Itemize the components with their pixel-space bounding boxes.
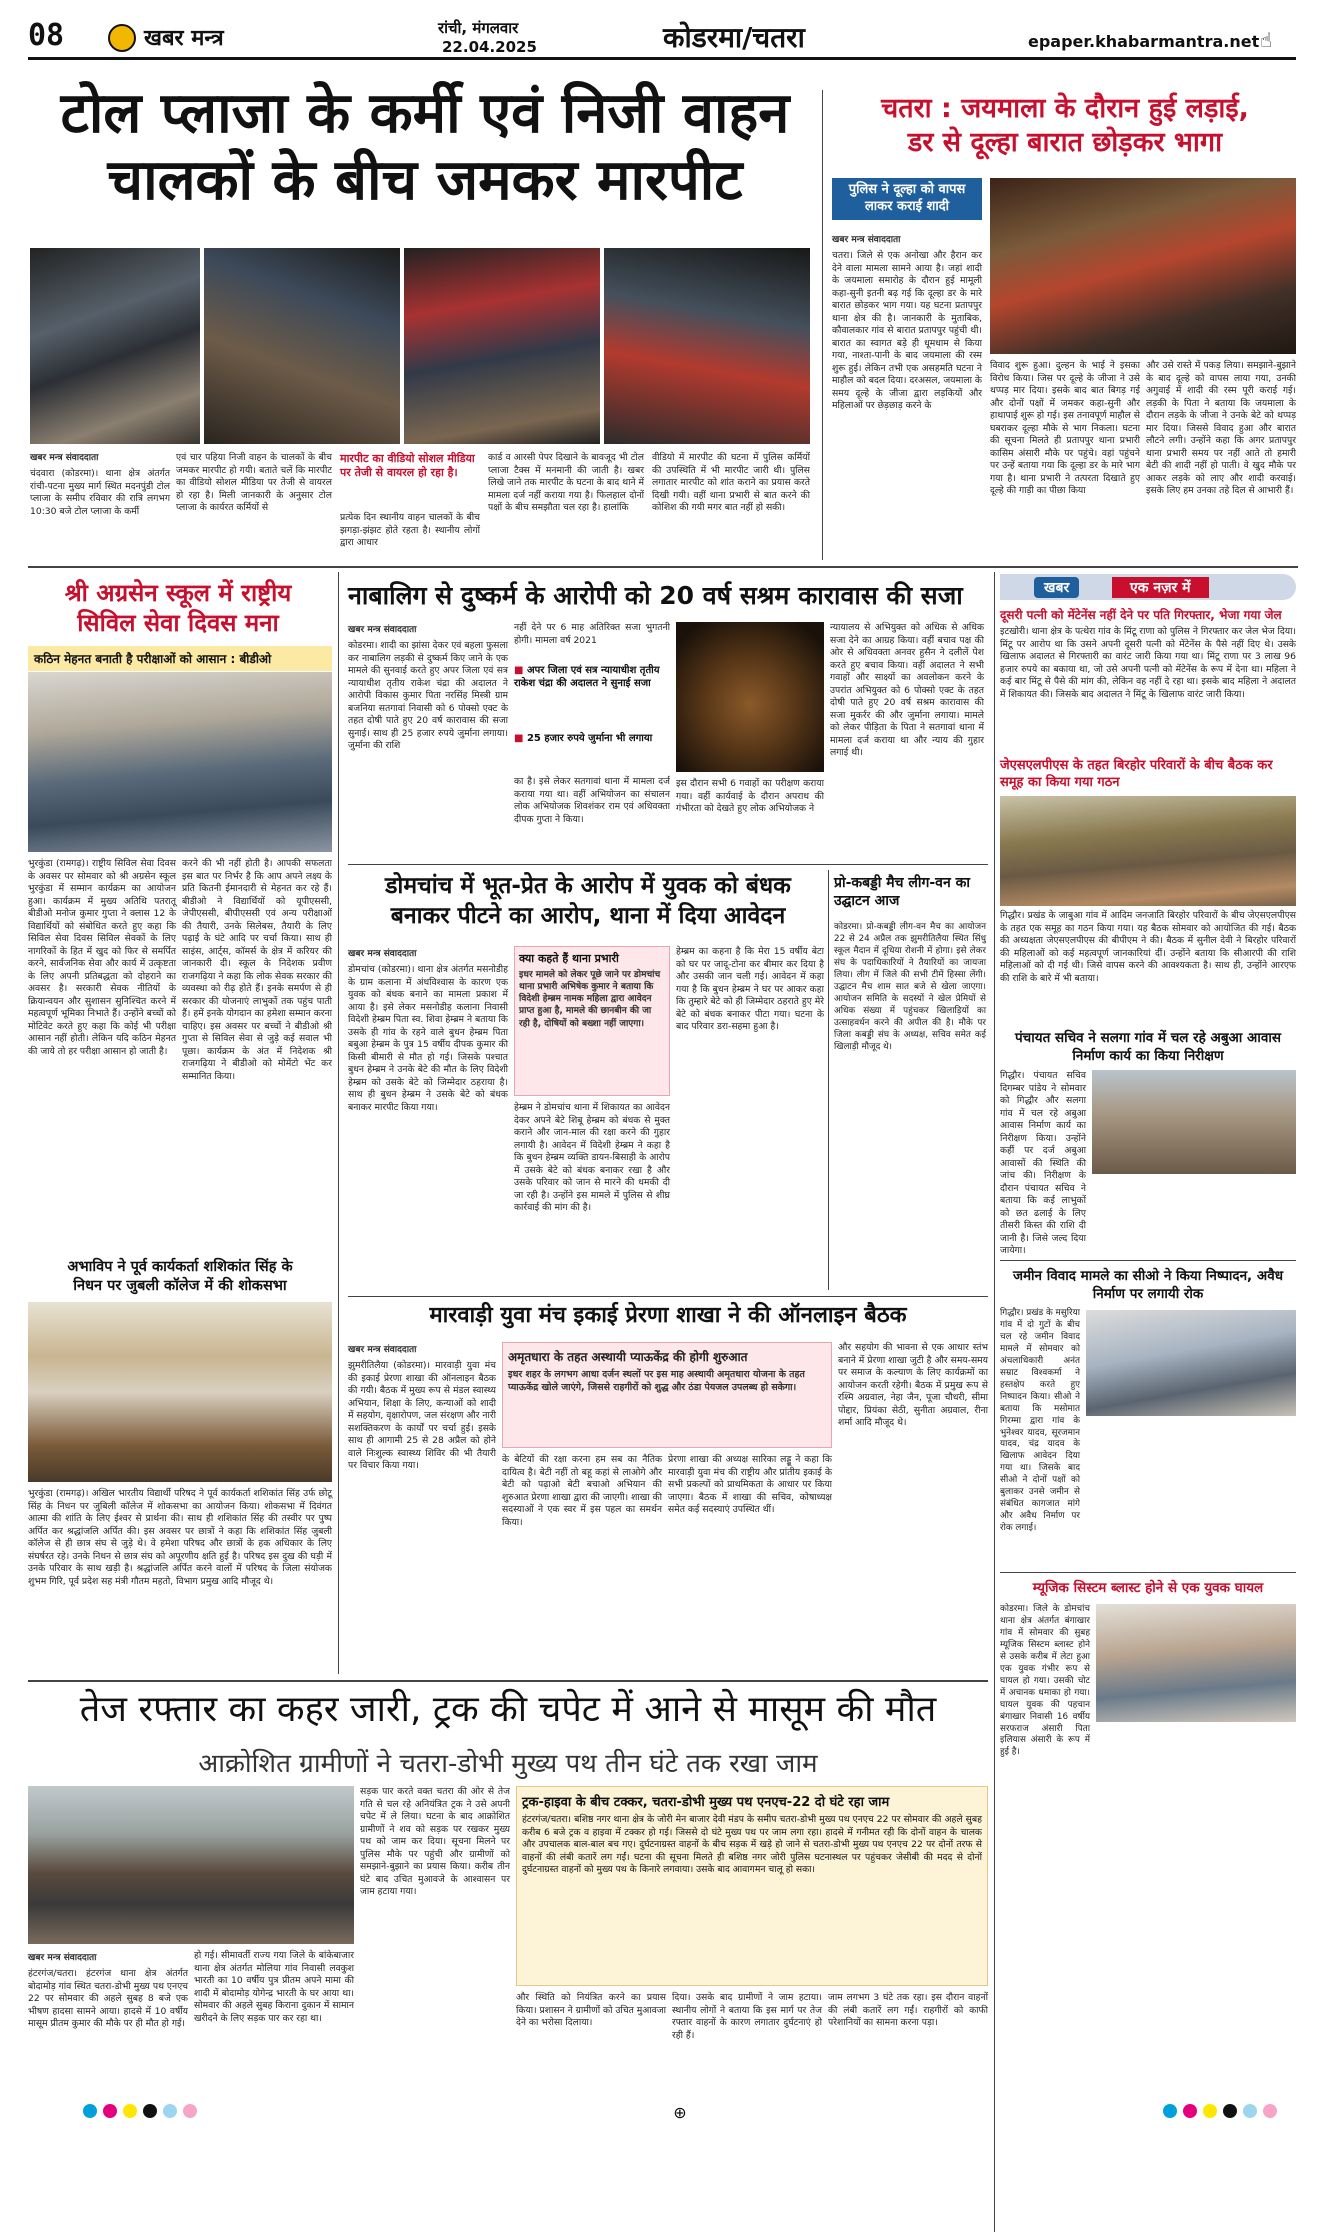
bullet-icon: ■ bbox=[514, 733, 527, 744]
kabaddi-text bbox=[834, 922, 986, 1290]
color-dots-left bbox=[80, 2103, 200, 2122]
page-number: 08 bbox=[28, 18, 65, 53]
lead-byline: खबर मन्त्र संवाददाता bbox=[30, 453, 99, 463]
agrasen-para-2: करने की भी नहीं होती है। आपकी सफलता इस बात पर निर्भर है कि आप अपने लक्ष्य के प्रति कितनी ईमानदारी से मेहनत कर रहे हैं। बीडीओ ने विद्यार्थियों को यूपीएससी, जेपीएससी, बीपीएससी एवं अन्य परीक्षाओं की तैयारी, उनके सिलेबस, तैयारी के लिए पढ़ाई के घंटे आदि पर चर्चा किया। साथ ही साइंस, आर्ट्स, कॉमर्स के क्षेत्र में करियर की जानकारी दी। स्कूल के निदेशक प्रवीण राजगढ़िया ने कहा कि लोक सेवक सरकार की व्यवस्था को रीढ़ होते हैं। इनके समर्पण से ही सरकार की योजनाएं लाभुकों तक पहुंच पाती हैं। हमें इनके योगदान का हमेशा सम्मान करना चाहिए। इस अवसर पर बच्चों ने बीडीओ श्री गुप्ता से सिविल सेवा से जुड़े कई सवाल भी पूछा। कार्यक्रम के अंत में निदेशक श्री राजगढ़िया ने बीडीओ को मोमेंटो भेंट कर सम्मानित किया। bbox=[182, 858, 332, 1082]
pocso-text-col-1 bbox=[348, 640, 508, 858]
cursor-icon: ☝ bbox=[1260, 28, 1273, 52]
pocso-text-col-4 bbox=[676, 778, 824, 858]
domchanch-text-col-2 bbox=[514, 1102, 670, 1290]
divider bbox=[1000, 1260, 1296, 1261]
domchanch-box bbox=[514, 946, 670, 1096]
nazar-headline-4: जमीन विवाद मामले का सीओ ने किया निष्पादन, अवैध निर्माण पर लगायी रोक bbox=[1012, 1268, 1284, 1302]
domchanch-headline-line-1: डोमचांच में भूत-प्रेत के आरोप में युवक को बंधक bbox=[385, 873, 791, 899]
divider bbox=[1000, 1572, 1296, 1573]
pocso-para-3: का है। इसे लेकर सतगावां थाना में मामला दर्ज कराया गया था। वहीं अभियोजन का संचालन लोक अभियोजक शिवशंकर राम एवं अधिवक्ता दीपक गुप्ता ने किया। bbox=[514, 776, 670, 825]
accident-text-col-3 bbox=[360, 1786, 510, 2100]
lead-text-col-4 bbox=[488, 452, 644, 558]
marwari-text-col-1 bbox=[348, 1360, 496, 1668]
land-dispute-photo bbox=[1086, 1310, 1296, 1416]
city-day: रांची, मंगलवार bbox=[438, 19, 519, 37]
marwari-text-col-2 bbox=[502, 1454, 662, 1668]
domchanch-para-3: हेम्ब्रम का कहना है कि मेरा 15 वर्षीय बेटा को घर पर जादू-टोना कर बीमार कर दिया है और उसकी जान चली गई। आवेदन में कहा गया है कि बुधन हेम्ब्रम ने घर पर आकर कहा कि तुम्हारे बेटे को ही जिम्मेदार ठहराते हुए मेरे बेटे को बंधक बनाकर पीटा गया। घटना के बाद परिवार डरा-सहमा हुआ है। bbox=[676, 946, 824, 1033]
pocso-bullet-1-text: अपर जिला एवं सत्र न्यायाधीश तृतीय राकेश चंद्रा की अदालत ने सुनाई सजा bbox=[514, 665, 660, 689]
chatra-para-2: विवाद शुरू हुआ। दुल्हन के भाई ने इसका विरोध किया। जिस पर दूल्हे के जीजा ने उसे थप्पड़ मार दिया। इसके बाद बात बिगड़ गई और दोनों पक्षों में जमकर कहा-सुनी और हाथापाई शुरू हो गई। इस तनावपूर्ण माहौल से घबराकर दूल्हा मौके से भाग निकला। घटना की सूचना मिलते ही प्रतापपुर थाना प्रभारी कासिम अंसारी मौके पर पहुंचे। वहां पहुंचने पर उन्हें बताया गया कि दूल्हा डर के मारे भाग गया है। थाना प्रभारी ने तत्परता दिखाते हुए दूल्हे की गाड़ी का पीछा किया bbox=[990, 360, 1140, 497]
kabaddi-headline: प्रो-कबड्डी मैच लीग-वन का उद्घाटन आज bbox=[834, 875, 970, 910]
abvp-para: भुरकुंडा (रामगढ़)। अखिल भारतीय विद्यार्थी परिषद ने पूर्व कार्यकर्ता शशिकांत सिंह उर्फ छोटू सिंह के निधन पर जुबिली कॉलेज में शोकसभा का आयोजन किया। शोकसभा में दिवंगत आत्मा की शांति के लिए ईश्वर से प्रार्थना की। साथ ही शशिकांत सिंह की तस्वीर पर पुष्प अर्पित कर श्रद्धांजलि अर्पित की। इस अवसर पर छात्रों ने कहा कि शशिकांत सिंह जुबली कॉलेज से ही छात्र संघ से जुड़े थे। वे हमेशा परिषद और छात्रों के हक अधिकार के लिए संघर्षरत रहे। उनके निधन से छात्र संघ को अपूरणीय क्षति हुई है। परिषद इस दुख की घड़ी में उनके परिवार के साथ खड़ी है। श्रद्धांजलि अर्पित करने वालों में परिषद के जिला संयोजक शुभम गिरि, पूर्व प्रदेश सह मंत्री गौतम महतो, विभाग प्रमुख आदि मौजूद थे। bbox=[28, 1488, 332, 1587]
accident-text-col-5 bbox=[672, 1992, 822, 2100]
color-dots-right bbox=[1160, 2103, 1280, 2122]
agrasen-headline-line-2: सिविल सेवा दिवस मना bbox=[77, 609, 279, 637]
accident-text-col-1 bbox=[28, 1968, 188, 2100]
divider bbox=[994, 572, 995, 2232]
abvp-headline-line-2: निधन पर जुबली कॉलेज में की शोकसभा bbox=[73, 1277, 287, 1294]
gavel-photo bbox=[676, 622, 824, 772]
accident-box bbox=[516, 1786, 988, 1986]
lead-headline-line-2: चालकों के बीच जमकर मारपीट bbox=[107, 148, 743, 214]
abvp-headline bbox=[28, 1258, 332, 1296]
masthead bbox=[28, 14, 1296, 60]
chatra-para-3: और उसे रास्ते में पकड़ लिया। समझाने-बुझाने के बाद दूल्हे को वापस लाया गया, उनकी अगुवाई में शादी की रस्म पूरी कराई गई। लड़की के पिता ने बताया कि जयमाला के दौरान लड़के के जीजा ने उनके बेटे को थप्पड़ मार दिया। जिससे विवाद हुआ और बारात लौटने लगी। उन्होंने कहा कि अगर प्रतापपुर थाना प्रभारी समय पर नहीं आते तो हमारी बेटी की शादी नहीं हो पाती। वे खुद मौके पर आकर लड़के को लाए और शादी करवाई। इसके लिए हम उनका तहे दिल से आभारी हैं। bbox=[1146, 360, 1296, 497]
chatra-text-col-3 bbox=[1146, 360, 1296, 558]
nazar-text-1 bbox=[1000, 626, 1296, 752]
pocso-byline: खबर मन्त्र संवाददाता bbox=[348, 625, 417, 635]
divider bbox=[348, 864, 988, 865]
marwari-para-4: और सहयोग की भावना से एक आधार स्तंभ बनाने में प्रेरणा शाखा जुटी है और समय-समय पर समाज के कल्याण के लिए कार्यक्रमों का आयोजन करती रहेगी। बैठक में प्रमुख रूप से रश्मि अग्रवाल, नेहा जैन, पूजा चौधरी, सीमा पोद्दार, प्रियंका सेठी, सुनीता अग्रवाल, रीना शर्मा आदि मौजूद थे। bbox=[838, 1342, 988, 1429]
pocso-headline: नाबालिग से दुष्कर्म के आरोपी को 20 वर्ष सश्रम कारावास की सजा bbox=[348, 581, 963, 610]
chatra-text-col-1 bbox=[832, 250, 982, 558]
marwari-text-col-3 bbox=[668, 1454, 832, 1668]
abvp-photo bbox=[28, 1302, 332, 1482]
nazar-headline-1: दूसरी पत्नी को मेंटेनेंस नहीं देने पर पति गिरफ्तार, भेजा गया जेल bbox=[1000, 608, 1282, 622]
accident-text-col-4 bbox=[516, 1992, 666, 2100]
agrasen-school-photo bbox=[28, 672, 332, 852]
accident-box-headline: ट्रक-हाइवा के बीच टक्कर, चतरा-डोभी मुख्य पथ एनएच-22 दो घंटे रहा जाम bbox=[522, 1795, 890, 1810]
accident-byline: खबर मन्त्र संवाददाता bbox=[28, 1953, 97, 1963]
lead-headline-line-1: टोल प्लाजा के कर्मी एवं निजी वाहन bbox=[60, 81, 790, 146]
marwari-box-text: इधर शहर के लगभग आधा दर्जन स्थलों पर इस माह अस्थायी अमृतधारा योजना के तहत प्याऊकेंद्र खोले जाएंगे, जिससे राहगीरों को शुद्ध और ठंडा पेयजल उपलब्ध हो सकेगा। bbox=[508, 1369, 805, 1394]
marwari-box bbox=[502, 1342, 832, 1448]
agrasen-headline-line-1: श्री अग्रसेन स्कूल में राष्ट्रीय bbox=[64, 579, 292, 607]
lead-text-col-3 bbox=[340, 512, 480, 558]
agrasen-headline bbox=[28, 578, 328, 638]
agrasen-para-1: भुरकुंडा (रामगढ़)। राष्ट्रीय सिविल सेवा दिवस के अवसर पर सोमवार को श्री अग्रसेन स्कूल भुरकुंडा में सम्मान कार्यक्रम का आयोजन हुआ। कार्यक्रम में मुख्य अतिथि पतरातू बीडीओ मनोज कुमार गुप्ता ने क्लास 12 के विद्यार्थियों को संबोधित करते हुए कहा कि सिविल सेवा दिवस सिविल सेवकों के लिए नागरिकों के हित में खुद को फिर से समर्पित करने, सार्वजनिक सेवा और कार्य में उत्कृष्टता के लिए अपनी प्रतिबद्धता को दोहराने का अवसर है। सरकारी सेवक नीतियों के क्रियान्वयन और सुशासन सुनिश्चित करने में महत्वपूर्ण भूमिका निभाते हैं। उन्होंने बच्चों को मोटिवेट करते हुए कहा कि कोई भी परीक्षा आसान नहीं होती। लेकिन यदि कठिन मेहनत की जाये तो हर परीक्षा आसान हो जाती है। bbox=[28, 858, 176, 1057]
lead-para-5: वीडियो में मारपीट की घटना में पुलिस कर्मियों की उपस्थिति में भी मारपीट जारी थी। पुलिस लगातार मारपीट को शांत कराने का प्रयास करते दिखी गयी। वहीं थाना प्रभारी से बात करने की कोशिश की गयी मगर बात नहीं हो सकी। bbox=[652, 452, 810, 514]
lead-photo-2 bbox=[204, 248, 400, 444]
lead-photo-1 bbox=[30, 248, 200, 444]
accident-crowd-photo bbox=[28, 1786, 354, 1944]
music-blast-photo bbox=[1096, 1604, 1296, 1722]
domchanch-box-title: क्या कहते हैं थाना प्रभारी bbox=[519, 952, 619, 965]
registration-target-icon: ⊕ bbox=[673, 2102, 687, 2122]
marwari-byline: खबर मन्त्र संवाददाता bbox=[348, 1345, 417, 1355]
marwari-text-col-4 bbox=[838, 1342, 988, 1668]
chatra-byline: खबर मन्त्र संवाददाता bbox=[832, 235, 901, 245]
tab-khabar[interactable]: खबर bbox=[1034, 577, 1079, 598]
pocso-bullet-2 bbox=[514, 732, 670, 745]
lead-photo-4 bbox=[604, 248, 810, 444]
nazar-text-5-left bbox=[1000, 1604, 1090, 1758]
lead-para-3: प्रत्येक दिन स्थानीय वाहन चालकों के बीच झगड़ा-झंझट होते रहता है। स्थानीय लोगों द्वारा आधार bbox=[340, 512, 480, 549]
chatra-tag: पुलिस ने दूल्हा को वापस लाकर कराई शादी bbox=[832, 178, 982, 220]
housing-site-photo bbox=[1092, 1070, 1296, 1174]
divider bbox=[348, 1296, 988, 1297]
nazar-headline-3: पंचायत सचिव ने सलगा गांव में चल रहे अबुआ आवास निर्माण कार्य का किया निरीक्षण bbox=[1015, 1030, 1281, 1064]
pocso-bullet-1 bbox=[514, 664, 670, 690]
color-registration-bar bbox=[80, 2104, 1280, 2120]
nazar-text-4-left bbox=[1000, 1308, 1080, 1534]
lead-text-col-5 bbox=[652, 452, 810, 558]
divider bbox=[28, 566, 1298, 568]
lead-headline bbox=[40, 80, 810, 214]
abvp-headline-line-1: अभाविप ने पूर्व कार्यकर्ता शशिकांत सिंह के bbox=[67, 1259, 293, 1275]
domchanch-para-2: हेम्ब्रम ने डोमचांच थाना में शिकायत का आवेदन देकर अपने बेटे शिबू हेम्ब्रम को बंधक से मुक्त कराने और जान-माल की रक्षा करने की गुहार लगायी है। आवेदन में विदेशी हेम्ब्रम ने कहा है कि बुधन हेम्ब्रम व्यक्ति डायन-बिसाही के आरोप में उसके बेटे को बंधक बनाकर रखा है और उसके परिवार को जान से मारने की धमकी दी जा रही है। उन्होंने इस मामले में पुलिस से शीघ्र कार्रवाई की मांग की है। bbox=[514, 1102, 670, 1214]
section-title: कोडरमा/चतरा bbox=[663, 21, 805, 54]
nazar-text-3-left bbox=[1000, 1070, 1086, 1257]
pocso-para-5: न्यायालय से अभियुक्त को अधिक से अधिक सजा देने का आग्रह किया। वहीं बचाव पक्ष की ओर से अधिवक्ता अनवर हुसैन ने दलीलें पेश करते हुए बचाव किया। वहीं अदालत ने सभी गवाहों और साक्ष्यों का अवलोकन करने के उपरांत अभियुक्त को 6 पोक्सो एक्ट के तहत दोषी पाते हुए 20 वर्ष सश्रम कारावास की सजा मुकर्रर की और जुर्माना लगाया। मामले को लेकर पीड़िता के पिता ने सतगावां थाना में मामला दर्ज कराया था और न्याय की गुहार लगाई थी। bbox=[830, 622, 984, 759]
accident-para-6: जाम लगभग 3 घंटे तक रहा। इस दौरान वाहनों की लंबी कतारें लग गईं। राहगीरों को काफी परेशानियों का सामना करना पड़ा। bbox=[828, 1992, 988, 2029]
accident-para-5: दिया। उसके बाद ग्रामीणों ने जाम हटाया। स्थानीय लोगों ने बताया कि इस मार्ग पर तेज रफ्तार वाहनों के कारण लगातार दुर्घटनाएं हो रही हैं। bbox=[672, 1992, 822, 2041]
nazar-para-2: गिद्धौर। प्रखंड के जाबुआ गांव में आदिम जनजाति बिरहोर परिवारों के बीच जेएसएलपीएस के तहत एक समूह का गठन किया गया। यह बैठक सोमवार को आयोजित की गई। बैठक की अध्यक्षता जेएसएलपीएस की बीपीएम ने की। बैठक में सुनील देवी ने बिरहोर परिवारों की महिलाओं को कई महत्वपूर्ण जानकारियां दीं। उन्होंने बताया कि सीआरपी की राशि महिलाओं को दी गई थी। जिसे वापस करने की आवश्यकता है। साथ ही, उन्होंने आरएफ की राशि के बारे में भी बताया। bbox=[1000, 910, 1296, 984]
domchanch-text-col-3 bbox=[676, 946, 824, 1290]
accident-para-3: सड़क पार करते वक्त चतरा की ओर से तेज गति से चल रहे अनियंत्रित ट्रक ने उसे अपनी चपेट में ले लिया। घटना के बाद आक्रोशित ग्रामीणों ने शव को सड़क पर रखकर मुख्य पथ को जाम कर दिया। सूचना मिलने पर पुलिस मौके पर पहुंची और ग्रामीणों को समझाने-बुझाने का प्रयास किया। करीब तीन घंटे बाद उचित मुआवजे के आश्वासन पर जाम हटाया गया। bbox=[360, 1786, 510, 1898]
nazar-text-2 bbox=[1000, 910, 1296, 1024]
marwari-box-title: अमृतधारा के तहत अस्थायी प्याऊकेंद्र की होगी शुरुआत bbox=[508, 1350, 748, 1364]
pocso-text-col-3 bbox=[514, 776, 670, 858]
lead-pullquote: मारपीट का वीडियो सोशल मीडिया पर तेजी से वायरल हो रहा है। bbox=[340, 452, 475, 480]
chatra-headline bbox=[832, 92, 1298, 160]
pocso-para-2: नहीं देने पर 6 माह अतिरिक्त सजा भुगतनी होगी। मामला वर्ष 2021 bbox=[514, 622, 670, 646]
pocso-para-4: इस दौरान सभी 6 गवाहों का परीक्षण कराया गया। वहीं कार्यवाई के दौरान अपराध की गंभीरता को देखते हुए लोक अभियोजक ने bbox=[676, 778, 824, 815]
lead-para-1: चंदवारा (कोडरमा)। थाना क्षेत्र अंतर्गत रांची-पटना मुख्य मार्ग स्थित मदनपुंडी टोल प्लाजा के समीप रविवार की रात्रि लगभग 10:30 बजे टोल प्लाजा के कर्मी bbox=[30, 468, 170, 517]
divider bbox=[822, 90, 823, 560]
lead-para-2: एवं चार पहिया निजी वाहन के चालकों के बीच जमकर मारपीट हो गयी। बताते चलें कि मारपीट का वीडियो सोशल मीडिया पर तेजी से वायरल हो रहा है। मिली जानकारी के अनुसार टोल प्लाजा के कार्यरत कर्मियों से bbox=[176, 452, 332, 514]
nazar-para-5: कोडरमा। जिले के डोमचांच थाना क्षेत्र अंतर्गत बंगाखार गांव में सोमवार की सुबह म्यूजिक सिस्टम ब्लास्ट होने से उसके करीब में लेटा हुआ एक युवक गंभीर रूप से घायल हो गया। उसकी चोट में अचानक धमाका हो गया। घायल युवक की पहचान बंगाखार निवासी 16 वर्षीय सरफराज अंसारी पिता इलियास अंसारी के रूप में हुई है। bbox=[1000, 1604, 1090, 1758]
nazar-para-1: इटखोरी। थाना क्षेत्र के पत्थेरा गांव के मिंटू राणा को पुलिस ने गिरफ्तार कर जेल भेज दिया। मिंटू पर आरोप था कि उसने अपनी दूसरी पत्नी को मेंटेनेंस के पैसे नहीं दिए थे। उसके खिलाफ अदालत से गिरफ्तारी का वारंट जारी किया गया था। मिंटू राणा पर 3 लाख 96 हजार रुपये का बकाया था, जो उसे अपनी पत्नी को मेंटेनेंस के रूप में देना था। महिला ने कई बार मिंटू से पैसे की मांग की, लेकिन वह नहीं दे रहा था। इसके बाद महिला ने अदालत में शिकायत की। जिसके बाद अदालत ने मिंटू के खिलाफ वारंट जारी किया। bbox=[1000, 626, 1296, 700]
divider bbox=[28, 1680, 988, 1682]
brand-name: खबर मन्त्र bbox=[144, 26, 224, 51]
pocso-bullet-2-text: 25 हजार रुपये जुर्माना भी लगाया bbox=[526, 733, 653, 744]
chatra-headline-line-2: डर से दूल्हा बारात छोड़कर भागा bbox=[907, 126, 1223, 158]
nazar-headline-5: म्यूजिक सिस्टम ब्लास्ट होने से एक युवक घायल bbox=[1032, 1580, 1264, 1596]
marwari-para-1: झुमरीतिलैया (कोडरमा)। मारवाड़ी युवा मंच की इकाई प्रेरणा शाखा की ऑनलाइन बैठक की गयी। बैठक में मुख्य रूप से मंडल स्वास्थ्य अभियान, शिक्षा के लिए, कन्याओं को शादी में सहयोग, वृक्षारोपण, जल संरक्षण और नारी सशक्तिकरण के कार्यों पर चर्चा हुई। इसके साथ ही आगामी 25 से 28 अप्रैल को होने वाले निःशुल्क स्वास्थ्य शिविर की भी तैयारी पर विचार किया गया। bbox=[348, 1360, 496, 1472]
pocso-text-col-2 bbox=[514, 622, 670, 658]
nazar-headline-2: जेएसएलपीएस के तहत बिरहोर परिवारों के बीच बैठक कर समूह का किया गया गठन bbox=[1000, 758, 1273, 790]
chatra-headline-line-1: चतरा : जयमाला के दौरान हुई लड़ाई, bbox=[881, 93, 1249, 124]
accident-para-2: हो गई। सीमावर्ती राज्य गया जिले के बांकेबाजार थाना क्षेत्र अंतर्गत मोलिया गांव निवासी लवकुश भारती का 10 वर्षीय पुत्र प्रीतम अपने मामा की शादी में बोदामोड़ योगेन्द्र भारती के घर आया था। सोमवार की अहले सुबह किराना दुकान में सामान खरीदने के लिए सड़क पार कर रहा था। bbox=[194, 1950, 354, 2024]
pocso-para-1: कोडरमा। शादी का झांसा देकर एवं बहला फुसला कर नाबालिग लड़की से दुष्कर्म किए जाने के एक मामले की सुनवाई करते हुए अपर जिला एवं सत्र न्यायाधीश तृतीय राकेश चंद्रा की अदालत ने आरोपी विकास कुमार पिता नरसिंह मिस्त्री ग्राम बजनिया सतगावां निवासी को 6 पोक्सो एक्ट के तहत दोषी पाते हुए 20 वर्ष कारावास की सजा सुनाई। साथ ही 25 हजार रुपये जुर्माना लगाया। जुर्माना की राशि bbox=[348, 640, 508, 752]
tab-ek-nazar[interactable]: एक नज़र में bbox=[1112, 577, 1209, 598]
nazar-para-4: गिद्धौर। प्रखंड के मसुरिया गांव में दो गुटों के बीच चल रहे जमीन विवाद मामले में सोमवार को अंचलाधिकारी अनंत सम्राट विश्वकर्मा ने हस्तक्षेप करते हुए निष्पादन किया। सीओ ने बताया कि मसोमात गिरम्मा द्वारा गांव के भुनेश्वर यादव, सूरजमान यादव, चंद्र यादव के खिलाफ आवेदन दिया गया था। जिसके बाद सीओ ने दोनों पक्षों को बुलाकर उनसे जमीन से संबंधित कागजात मांगे और अवैध निर्माण पर रोक लगाई। bbox=[1000, 1308, 1080, 1534]
chatra-para-1: चतरा। जिले से एक अनोखा और हैरान कर देने वाला मामला सामने आया है। जहां शादी के जयमाला समारोह के दौरान हुई मामूली कहा-सुनी इतनी बढ़ गई कि दूल्हा डर के मारे बारात छोड़कर भाग गया। यह घटना प्रतापपुर थाना क्षेत्र की है। जानकारी के मुताबिक, कौवालकार गांव से बारात प्रतापपुर पहुंची थी। बारात का स्वागत बड़े ही धूमधाम से किया गया, नाश्ता-पानी के बाद जयमाला की रस्म शुरू हुई। लेकिन तभी एक असहमति घटना ने माहौल को बदल दिया। दरअसल, जयमाला के समय दूल्हे के जीजा द्वारा लड़कियों और महिलाओं पर छेड़छाड़ करने के bbox=[832, 250, 982, 412]
epaper-url[interactable]: epaper.khabarmantra.net bbox=[1028, 32, 1260, 51]
domchanch-headline-line-2: बनाकर पीटने का आरोप, थाना में दिया आवेदन bbox=[390, 902, 786, 929]
chatra-wedding-photo bbox=[990, 178, 1296, 354]
birhor-meeting-photo bbox=[1000, 796, 1296, 906]
domchanch-box-text: इधर मामले को लेकर पूछे जाने पर डोमचांच थाना प्रभारी अभिषेक कुमार ने बताया कि विदेशी हेम्ब्रम नामक महिला द्वारा आवेदन प्राप्त हुआ है, मामले की छानबीन की जा रही है, दोषियों को बख्शा नहीं जाएगा। bbox=[519, 970, 661, 1029]
chatra-text-col-2 bbox=[990, 360, 1140, 558]
lead-text-col-2 bbox=[176, 452, 332, 558]
agrasen-text-col-2 bbox=[182, 858, 332, 1250]
lead-para-4: कार्ड व आरसी पेपर दिखाने के बावजूद भी टोल प्लाजा टैक्स में मनमानी की जाती है। खबर लिखे जाने तक मारपीट के घटना के बाद थाने में मामला दर्ज नहीं कराया गया है। फिलहाल दोनों पक्षों के बीच समझौता चल रहा है। हालांकि bbox=[488, 452, 644, 514]
lead-text-col-1 bbox=[30, 468, 170, 558]
pocso-text-col-5 bbox=[830, 622, 984, 858]
domchanch-headline bbox=[348, 872, 828, 932]
kabaddi-para: कोडरमा। प्रो-कबड्डी लीग-वन मैच का आयोजन 22 से 24 अप्रैल तक झुमरीतिलैया स्थित सिंधु स्कूल मैदान में दूधिया रोशनी में होगा। इसे लेकर संघ के पदाधिकारियों ने तैयारियों का जायजा लिया। लीग में जिले की सभी टीमें हिस्सा लेंगी। उद्घाटन मैच शाम सात बजे से खेला जाएगा। आयोजन समिति के सदस्यों ने खेल प्रेमियों से अधिक संख्या में पहुंचकर खिलाड़ियों का उत्साहवर्धन करने की अपील की है। मौके पर जिला कबड्डी संघ के अध्यक्ष, सचिव समेत कई खिलाड़ी मौजूद थे। bbox=[834, 922, 986, 1052]
marwari-para-2: के बेटियों की रक्षा करना हम सब का नैतिक दायित्व है। बेटी नहीं तो बहू कहां से लाओगे और बेटी को पढ़ाओ बेटी बचाओ अभियान की शुरुआत प्रेरणा शाखा द्वारा की जाएगी। शाखा की सदस्याओं ने एक स्वर में इस पहल का समर्थन किया। bbox=[502, 1454, 662, 1528]
ek-nazar-tabbar bbox=[1000, 574, 1296, 600]
accident-text-col-2 bbox=[194, 1950, 354, 2100]
bullet-icon: ■ bbox=[514, 665, 527, 676]
accident-headline: तेज रफ्तार का कहर जारी, ट्रक की चपेट में आने से मासूम की मौत bbox=[79, 1689, 937, 1730]
divider bbox=[338, 572, 339, 1674]
domchanch-text-col-1 bbox=[348, 964, 508, 1290]
accident-text-col-6 bbox=[828, 1992, 988, 2100]
accident-subhead: आक्रोशित ग्रामीणों ने चतरा-डोभी मुख्य पथ तीन घंटे तक रखा जाम bbox=[198, 1749, 818, 1779]
agrasen-text-col-1 bbox=[28, 858, 176, 1250]
accident-box-text: हंटरगंज/चतरा। बशिष्ठ नगर थाना क्षेत्र के जोरी मेन बाजार देवी मंडप के समीप चतरा-डोभी मुख्य पथ एनएच 22 पर सोमवार की अहले सुबह करीब 6 बजे ट्रक व हाइवा में टक्कर हो गई। जिससे दो घंटे मुख्य पथ पर जाम लगा रहा। हादसे में गनीमत रही कि दोनों वाहन के चालक और उपचालक बाल-बाल बच गए। दुर्घटनाग्रस्त वाहनों के बीच सड़क में खड़े हो जाने से चतरा-डोभी मुख्य पथ एनएच 22 पर दोनों तरफ से वाहनों की लंबी कतारें लग गईं। घटना की सूचना मिलते ही बशिष्ठ नगर जोरी पुलिस घटनास्थल पर पहुंचकर जेसीबी की मदद से दोनों दुर्घटनाग्रस्त वाहनों को मुख्य पथ के किनारे लगवाया। उसके बाद आवागमन चालू हो सका। bbox=[522, 1814, 982, 1876]
marwari-headline: मारवाड़ी युवा मंच इकाई प्रेरणा शाखा ने की ऑनलाइन बैठक bbox=[429, 1303, 907, 1328]
brand-logo-icon bbox=[108, 24, 136, 52]
abvp-text bbox=[28, 1488, 332, 1670]
divider bbox=[828, 870, 829, 1290]
issue-date: 22.04.2025 bbox=[442, 38, 537, 56]
domchanch-byline: खबर मन्त्र संवाददाता bbox=[348, 949, 417, 959]
agrasen-subhead: कठिन मेहनत बनाती है परीक्षाओं को आसान : बीडीओ bbox=[28, 646, 332, 671]
nazar-para-3: गिद्धौर। पंचायत सचिव दिगम्बर पांडेय ने सोमवार को गिद्धौर और सलगा गांव में चल रहे अबुआ आवास निर्माण कार्य का निरीक्षण किया। उन्होंने कहीं पर दर्ज अबुआ आवासों की स्थिति की जांच की। निरीक्षण के दौरान पंचायत सचिव ने बताया कि कई लाभुकों को छत ढलाई के लिए तीसरी किस्त की राशि दी जानी है। जिसे जल्द दिया जायेगा। bbox=[1000, 1070, 1086, 1257]
domchanch-para-1: डोमचांच (कोडरमा)। थाना क्षेत्र अंतर्गत मसनोडीह के ग्राम कलाना में अंधविश्वास के कारण एक युवक को बंधक बनाने का मामला प्रकाश में आया है। इसे लेकर मसनोडीह कलाना निवासी विदेशी हेम्ब्रम पिता स्व. शिवा हेम्ब्रम ने बताया कि उसके ही गांव के रहने वाले बुधन हेम्ब्रम पिता बबुआ हेम्ब्रम के पुत्र 15 वर्षीय दीपक कुमार की किसी बीमारी से मौत हो गई। जिसके पश्चात बुधन हेम्ब्रम ने उनके बेटे की मौत के लिए विदेशी हेम्ब्रम को उसके बेटे को जिम्मेदार ठहराया है। साथ ही बुधन हेम्ब्रम ने उसके बेटे को बंधक बनाकर मारपीट किया गया। bbox=[348, 964, 508, 1113]
lead-photo-3 bbox=[404, 248, 600, 444]
accident-para-1: हंटरगंज/चतरा। हंटरगंज थाना क्षेत्र अंतर्गत बोदामोड़ गांव स्थित चतरा-डोभी मुख्य पथ एनएच 22 पर सोमवार की अहले सुबह 8 बजे एक भीषण हादसा सामने आया। हादसे में 10 वर्षीय मासूम प्रीतम कुमार की मौके पर ही मौत हो गई। bbox=[28, 1968, 188, 2030]
accident-para-4: और स्थिति को नियंत्रित करने का प्रयास किया। प्रशासन ने ग्रामीणों को उचित मुआवजा देने का भरोसा दिलाया। bbox=[516, 1992, 666, 2029]
marwari-para-3: प्रेरणा शाखा की अध्यक्ष सारिका लड्डू ने कहा कि मारवाड़ी युवा मंच की राष्ट्रीय और प्रांतीय इकाई के सभी प्रकल्पों को प्राथमिकता के आधार पर किया जाएगा। बैठक में शाखा की सचिव, कोषाध्यक्ष समेत कई सदस्याएं उपस्थित थीं। bbox=[668, 1454, 832, 1516]
